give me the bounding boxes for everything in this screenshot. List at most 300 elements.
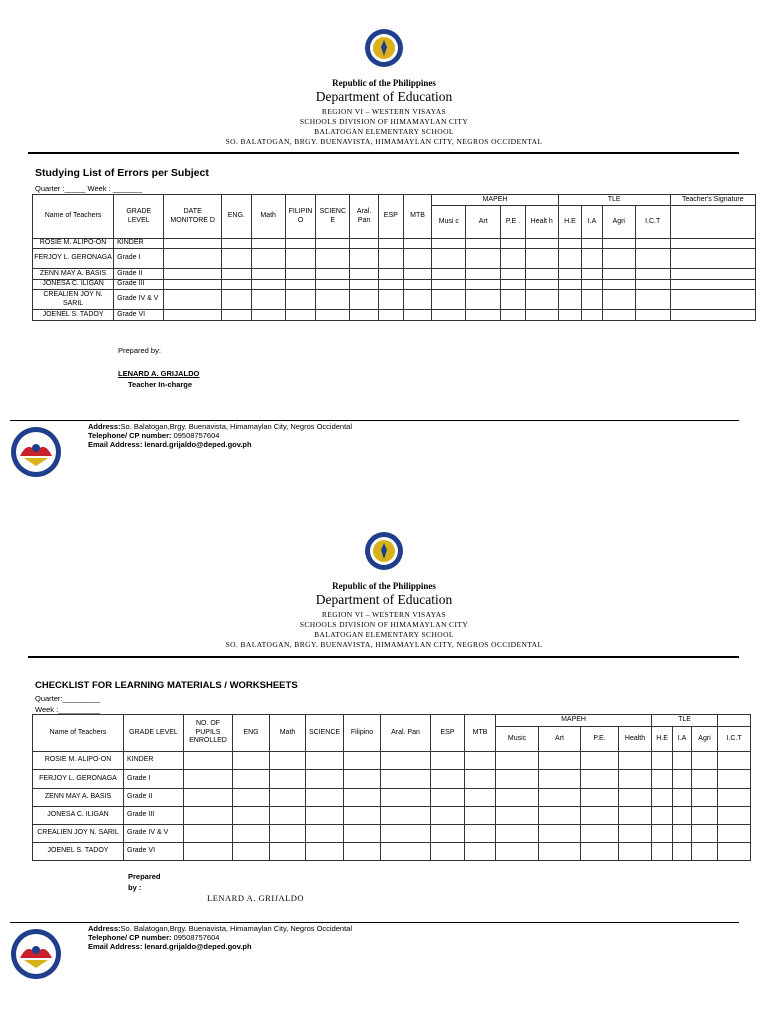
col-name-header: Name of Teachers — [33, 195, 114, 239]
entry-cell[interactable] — [619, 825, 652, 843]
entry-cell[interactable] — [184, 843, 233, 861]
entry-cell[interactable] — [381, 825, 431, 843]
entry-cell[interactable] — [403, 290, 432, 310]
col-date-header: DATE MONITORE D — [164, 195, 222, 239]
entry-cell[interactable] — [378, 290, 403, 310]
entry-cell[interactable] — [381, 752, 431, 770]
col-he-header: H.E — [652, 727, 673, 752]
entry-cell[interactable] — [316, 280, 350, 290]
col-filipino-header: FILIPIN O — [285, 195, 316, 239]
entry-cell[interactable] — [670, 310, 755, 321]
entry-cell[interactable] — [378, 280, 403, 290]
entry-cell[interactable] — [652, 789, 673, 807]
entry-cell[interactable] — [501, 249, 526, 269]
entry-cell[interactable] — [582, 249, 603, 269]
school-label: BALATOGAN ELEMENTARY SCHOOL — [314, 630, 454, 639]
entry-cell[interactable] — [270, 843, 306, 861]
entry-cell[interactable] — [718, 770, 751, 789]
entry-cell[interactable] — [233, 807, 270, 825]
entry-cell[interactable] — [285, 310, 316, 321]
form1-table — [32, 194, 756, 321]
entry-cell[interactable] — [431, 789, 465, 807]
entry-cell[interactable] — [581, 789, 619, 807]
footer-contact — [88, 422, 352, 449]
entry-cell[interactable] — [378, 249, 403, 269]
entry-cell[interactable] — [581, 770, 619, 789]
entry-cell[interactable] — [673, 807, 692, 825]
entry-cell[interactable] — [670, 249, 755, 269]
entry-cell[interactable] — [635, 310, 670, 321]
entry-cell[interactable] — [403, 249, 432, 269]
entry-cell[interactable] — [378, 269, 403, 280]
footer-email: Email Address: lenard.grijaldo@deped.gov.ph — [88, 942, 252, 951]
col-aralpan-header: Aral. Pan — [350, 195, 379, 239]
teacher-name-cell: ZENN MAY A. BASIS — [33, 269, 114, 280]
teacher-name-cell: ZENN MAY A. BASIS — [33, 789, 124, 807]
entry-cell[interactable] — [501, 269, 526, 280]
col-eng-header: ENG — [233, 715, 270, 752]
teacher-name-cell: CREALIEN JOY N. SARIL — [33, 290, 114, 310]
table-row — [33, 239, 756, 249]
col-ict-header: I.C.T — [718, 727, 751, 752]
entry-cell[interactable] — [652, 807, 673, 825]
entry-cell[interactable] — [403, 239, 432, 249]
entry-cell[interactable] — [718, 752, 751, 770]
entry-cell[interactable] — [581, 752, 619, 770]
entry-cell[interactable] — [316, 290, 350, 310]
entry-cell[interactable] — [221, 280, 251, 290]
entry-cell[interactable] — [350, 269, 379, 280]
form1-rows — [33, 239, 756, 321]
entry-cell[interactable] — [602, 280, 635, 290]
entry-cell[interactable] — [285, 249, 316, 269]
entry-cell[interactable] — [692, 825, 718, 843]
entry-cell[interactable] — [306, 843, 344, 861]
entry-cell[interactable] — [581, 825, 619, 843]
entry-cell[interactable] — [184, 825, 233, 843]
entry-cell[interactable] — [381, 789, 431, 807]
entry-cell[interactable] — [431, 825, 465, 843]
entry-cell[interactable] — [525, 280, 558, 290]
entry-cell[interactable] — [718, 789, 751, 807]
entry-cell[interactable] — [718, 825, 751, 843]
table-row — [33, 825, 751, 843]
entry-cell[interactable] — [270, 789, 306, 807]
entry-cell[interactable] — [164, 290, 222, 310]
form1-quarter-week: Quarter :_____ Week : _______ — [35, 184, 143, 193]
col-ia-header: I.A — [673, 727, 692, 752]
form2-quarter: Quarter:_________ — [35, 694, 101, 703]
entry-cell[interactable] — [270, 752, 306, 770]
grade-level-cell: Grade I — [114, 249, 164, 269]
entry-cell[interactable] — [496, 752, 539, 770]
entry-cell[interactable] — [306, 825, 344, 843]
entry-cell[interactable] — [251, 239, 285, 249]
entry-cell[interactable] — [635, 280, 670, 290]
col-eng-header: ENG. — [221, 195, 251, 239]
grade-level-cell: Grade II — [114, 269, 164, 280]
col-agri-header: Agri — [602, 206, 635, 239]
entry-cell[interactable] — [635, 269, 670, 280]
entry-cell[interactable] — [221, 290, 251, 310]
entry-cell[interactable] — [652, 825, 673, 843]
entry-cell[interactable] — [285, 290, 316, 310]
entry-cell[interactable] — [233, 825, 270, 843]
entry-cell[interactable] — [501, 280, 526, 290]
entry-cell[interactable] — [270, 825, 306, 843]
col-mtb-header: MTB — [403, 195, 432, 239]
entry-cell[interactable] — [635, 290, 670, 310]
entry-cell[interactable] — [692, 789, 718, 807]
entry-cell[interactable] — [635, 249, 670, 269]
entry-cell[interactable] — [539, 770, 581, 789]
entry-cell[interactable] — [270, 770, 306, 789]
footer-email: Email Address: lenard.grijaldo@deped.gov.ph — [88, 440, 252, 449]
footer-divider — [10, 922, 739, 923]
col-music-header: Music — [496, 727, 539, 752]
col-health-header: Healt h — [525, 206, 558, 239]
entry-cell[interactable] — [465, 789, 496, 807]
entry-cell[interactable] — [285, 269, 316, 280]
entry-cell[interactable] — [539, 843, 581, 861]
entry-cell[interactable] — [285, 239, 316, 249]
col-ia-header: I.A — [582, 206, 603, 239]
entry-cell[interactable] — [602, 290, 635, 310]
entry-cell[interactable] — [233, 770, 270, 789]
entry-cell[interactable] — [673, 843, 692, 861]
entry-cell[interactable] — [350, 280, 379, 290]
entry-cell[interactable] — [692, 752, 718, 770]
col-music-header: Musi c — [432, 206, 466, 239]
entry-cell[interactable] — [692, 807, 718, 825]
entry-cell[interactable] — [350, 249, 379, 269]
deped-seal-icon — [364, 531, 404, 571]
entry-cell[interactable] — [501, 310, 526, 321]
teacher-name-cell: JONESA C. ILIGAN — [33, 280, 114, 290]
entry-cell[interactable] — [221, 249, 251, 269]
entry-cell[interactable] — [525, 269, 558, 280]
department-title: Department of Education — [315, 89, 453, 104]
entry-cell[interactable] — [496, 807, 539, 825]
entry-cell[interactable] — [403, 269, 432, 280]
entry-cell[interactable] — [344, 752, 381, 770]
col-art-header: Art — [466, 206, 501, 239]
entry-cell[interactable] — [285, 280, 316, 290]
entry-cell[interactable] — [718, 843, 751, 861]
teacher-name-cell: FERJOY L. GERONAGA — [33, 770, 124, 789]
col-art-header: Art — [539, 727, 581, 752]
entry-cell[interactable] — [432, 310, 466, 321]
entry-cell[interactable] — [670, 280, 755, 290]
entry-cell[interactable] — [619, 807, 652, 825]
entry-cell[interactable] — [558, 269, 582, 280]
form2-title: CHECKLIST FOR LEARNING MATERIALS / WORKSHEETS — [35, 680, 298, 691]
page2-header — [0, 531, 768, 650]
table-row — [33, 770, 751, 789]
footer-phone-label: Telephone/ CP number: — [88, 933, 172, 942]
entry-cell[interactable] — [539, 807, 581, 825]
teacher-name-cell: JOENEL S. TADOY — [33, 310, 114, 321]
entry-cell[interactable] — [635, 239, 670, 249]
entry-cell[interactable] — [344, 789, 381, 807]
entry-cell[interactable] — [670, 239, 755, 249]
entry-cell[interactable] — [602, 269, 635, 280]
entry-cell[interactable] — [692, 843, 718, 861]
col-he-header: H.E — [558, 206, 582, 239]
col-grade-header: GRADE LEVEL — [114, 195, 164, 239]
entry-cell[interactable] — [496, 825, 539, 843]
entry-cell[interactable] — [602, 239, 635, 249]
col-grade-header: GRADE LEVEL — [124, 715, 184, 752]
entry-cell[interactable] — [344, 843, 381, 861]
deped-seal-icon — [364, 28, 404, 68]
entry-cell[interactable] — [381, 770, 431, 789]
col-signature-header: Teacher's Signature — [670, 195, 755, 206]
entry-cell[interactable] — [306, 789, 344, 807]
entry-cell[interactable] — [673, 752, 692, 770]
col-agri-header: Agri — [692, 727, 718, 752]
teacher-name-cell: ROSIE M. ALIPO-ON — [33, 239, 114, 249]
entry-cell[interactable] — [670, 269, 755, 280]
entry-cell[interactable] — [403, 310, 432, 321]
entry-cell[interactable] — [466, 280, 501, 290]
col-ict-header: I.C.T — [635, 206, 670, 239]
entry-cell[interactable] — [164, 280, 222, 290]
entry-cell[interactable] — [539, 752, 581, 770]
table-row — [33, 249, 756, 269]
entry-cell[interactable] — [164, 249, 222, 269]
entry-cell[interactable] — [466, 239, 501, 249]
entry-cell[interactable] — [381, 807, 431, 825]
entry-cell[interactable] — [652, 843, 673, 861]
entry-cell[interactable] — [558, 310, 582, 321]
header-divider — [28, 152, 739, 154]
col-pe-header: P.E . — [501, 206, 526, 239]
col-esp-header: ESP — [378, 195, 403, 239]
footer-address-value: So. Balatogan,Brgy. Buenavista, Himamaylan City, Negros Occidental — [120, 924, 353, 933]
table-row — [33, 752, 751, 770]
entry-cell[interactable] — [381, 843, 431, 861]
entry-cell[interactable] — [233, 789, 270, 807]
form1-prepared-by: Prepared by: — [118, 346, 161, 355]
entry-cell[interactable] — [582, 310, 603, 321]
entry-cell[interactable] — [539, 789, 581, 807]
form1-title: Studying List of Errors per Subject — [35, 167, 209, 179]
header-divider — [28, 656, 739, 658]
entry-cell[interactable] — [431, 752, 465, 770]
entry-cell[interactable] — [581, 843, 619, 861]
entry-cell[interactable] — [432, 239, 466, 249]
entry-cell[interactable] — [432, 280, 466, 290]
entry-cell[interactable] — [652, 752, 673, 770]
grade-level-cell: KINDER — [114, 239, 164, 249]
col-aralpan-header: Aral. Pan — [381, 715, 431, 752]
entry-cell[interactable] — [316, 310, 350, 321]
entry-cell[interactable] — [619, 843, 652, 861]
entry-cell[interactable] — [184, 807, 233, 825]
entry-cell[interactable] — [316, 269, 350, 280]
form2-signatory: LENARD A. GRIJALDO — [207, 893, 305, 903]
col-pupils-header: NO. OF PUPILS ENROLLED — [184, 715, 233, 752]
entry-cell[interactable] — [344, 807, 381, 825]
teacher-name-cell: ROSIE M. ALIPO-ON — [33, 752, 124, 770]
entry-cell[interactable] — [501, 239, 526, 249]
entry-cell[interactable] — [164, 310, 222, 321]
entry-cell[interactable] — [306, 770, 344, 789]
col-tle-header: TLE — [558, 195, 670, 206]
school-logo-icon — [10, 426, 62, 478]
table-row — [33, 807, 751, 825]
entry-cell[interactable] — [465, 825, 496, 843]
region-label: REGION VI – WESTERN VISAYAS — [321, 107, 447, 116]
entry-cell[interactable] — [582, 280, 603, 290]
grade-level-cell: Grade I — [124, 770, 184, 789]
footer-address-label: Address: — [88, 924, 121, 933]
form2-prepared-by: Prepared by : — [128, 872, 161, 892]
entry-cell[interactable] — [233, 752, 270, 770]
entry-cell[interactable] — [184, 789, 233, 807]
entry-cell[interactable] — [496, 843, 539, 861]
entry-cell[interactable] — [652, 770, 673, 789]
entry-cell[interactable] — [184, 770, 233, 789]
entry-cell[interactable] — [581, 807, 619, 825]
col-filipino-header: Filipino — [344, 715, 381, 752]
footer-phone-label: Telephone/ CP number: — [88, 431, 172, 440]
entry-cell[interactable] — [350, 310, 379, 321]
table-row — [33, 843, 751, 861]
entry-cell[interactable] — [673, 789, 692, 807]
footer-phone-value: 09508757604 — [171, 933, 220, 942]
table-row — [33, 269, 756, 280]
entry-cell[interactable] — [525, 239, 558, 249]
entry-cell[interactable] — [673, 825, 692, 843]
entry-cell[interactable] — [673, 770, 692, 789]
entry-cell[interactable] — [466, 269, 501, 280]
col-tle-header: TLE — [652, 715, 718, 727]
department-title: Department of Education — [315, 592, 453, 607]
footer-phone-value: 09508757604 — [171, 431, 220, 440]
entry-cell[interactable] — [496, 770, 539, 789]
col-name-header: Name of Teachers — [33, 715, 124, 752]
teacher-name-cell: JOENEL S. TADOY — [33, 843, 124, 861]
entry-cell[interactable] — [344, 825, 381, 843]
entry-cell[interactable] — [525, 310, 558, 321]
entry-cell[interactable] — [539, 825, 581, 843]
footer-address-label: Address: — [88, 422, 121, 431]
entry-cell[interactable] — [316, 239, 350, 249]
entry-cell[interactable] — [465, 843, 496, 861]
entry-cell[interactable] — [251, 249, 285, 269]
entry-cell[interactable] — [619, 770, 652, 789]
entry-cell[interactable] — [496, 789, 539, 807]
entry-cell[interactable] — [466, 249, 501, 269]
entry-cell[interactable] — [582, 269, 603, 280]
footer-address-value: So. Balatogan,Brgy. Buenavista, Himamaylan City, Negros Occidental — [120, 422, 353, 431]
entry-cell[interactable] — [251, 290, 285, 310]
entry-cell[interactable] — [251, 269, 285, 280]
entry-cell[interactable] — [582, 290, 603, 310]
entry-cell[interactable] — [602, 249, 635, 269]
entry-cell[interactable] — [619, 789, 652, 807]
entry-cell[interactable] — [619, 752, 652, 770]
entry-cell[interactable] — [306, 807, 344, 825]
entry-cell[interactable] — [582, 239, 603, 249]
entry-cell[interactable] — [184, 752, 233, 770]
signature-cell — [670, 206, 755, 239]
entry-cell[interactable] — [525, 290, 558, 310]
school-address-label: SO. BALATOGAN, BRGY. BUENAVISTA, HIMAMAYLAN CITY, NEGROS OCCIDENTAL — [225, 640, 543, 649]
entry-cell[interactable] — [233, 843, 270, 861]
entry-cell[interactable] — [558, 239, 582, 249]
entry-cell[interactable] — [251, 310, 285, 321]
entry-cell[interactable] — [431, 843, 465, 861]
school-address-label: SO. BALATOGAN, BRGY. BUENAVISTA, HIMAMAYLAN CITY, NEGROS OCCIDENTAL — [225, 137, 543, 146]
form2-table — [32, 714, 751, 861]
table-row — [33, 280, 756, 290]
entry-cell[interactable] — [558, 290, 582, 310]
entry-cell[interactable] — [718, 807, 751, 825]
entry-cell[interactable] — [466, 290, 501, 310]
republic-label: Republic of the Philippines — [332, 78, 436, 88]
entry-cell[interactable] — [432, 249, 466, 269]
table-row — [33, 789, 751, 807]
entry-cell[interactable] — [692, 770, 718, 789]
entry-cell[interactable] — [251, 280, 285, 290]
entry-cell[interactable] — [344, 770, 381, 789]
grade-level-cell: Grade III — [124, 807, 184, 825]
entry-cell[interactable] — [525, 249, 558, 269]
grade-level-cell: KINDER — [124, 752, 184, 770]
entry-cell[interactable] — [221, 269, 251, 280]
entry-cell[interactable] — [378, 310, 403, 321]
entry-cell[interactable] — [466, 310, 501, 321]
entry-cell[interactable] — [164, 269, 222, 280]
entry-cell[interactable] — [465, 770, 496, 789]
entry-cell[interactable] — [602, 310, 635, 321]
entry-cell[interactable] — [501, 290, 526, 310]
entry-cell[interactable] — [403, 280, 432, 290]
col-math-header: Math — [270, 715, 306, 752]
entry-cell[interactable] — [350, 239, 379, 249]
entry-cell[interactable] — [221, 310, 251, 321]
entry-cell[interactable] — [432, 269, 466, 280]
footer-divider — [10, 420, 739, 421]
entry-cell[interactable] — [558, 280, 582, 290]
entry-cell[interactable] — [670, 290, 755, 310]
entry-cell[interactable] — [465, 807, 496, 825]
entry-cell[interactable] — [270, 807, 306, 825]
entry-cell[interactable] — [316, 249, 350, 269]
teacher-name-cell: JONESA C. ILIGAN — [33, 807, 124, 825]
col-health-header: Health — [619, 727, 652, 752]
grade-level-cell: Grade VI — [114, 310, 164, 321]
form2-week: Week :__________ — [35, 705, 100, 714]
entry-cell[interactable] — [431, 770, 465, 789]
entry-cell[interactable] — [558, 249, 582, 269]
grade-level-cell: Grade IV & V — [114, 290, 164, 310]
entry-cell[interactable] — [465, 752, 496, 770]
entry-cell[interactable] — [432, 290, 466, 310]
entry-cell[interactable] — [350, 290, 379, 310]
entry-cell[interactable] — [221, 239, 251, 249]
entry-cell[interactable] — [306, 752, 344, 770]
school-logo-icon — [10, 928, 62, 980]
entry-cell[interactable] — [164, 239, 222, 249]
table-row — [33, 290, 756, 310]
entry-cell[interactable] — [431, 807, 465, 825]
form2-rows — [33, 752, 751, 861]
entry-cell[interactable] — [378, 239, 403, 249]
